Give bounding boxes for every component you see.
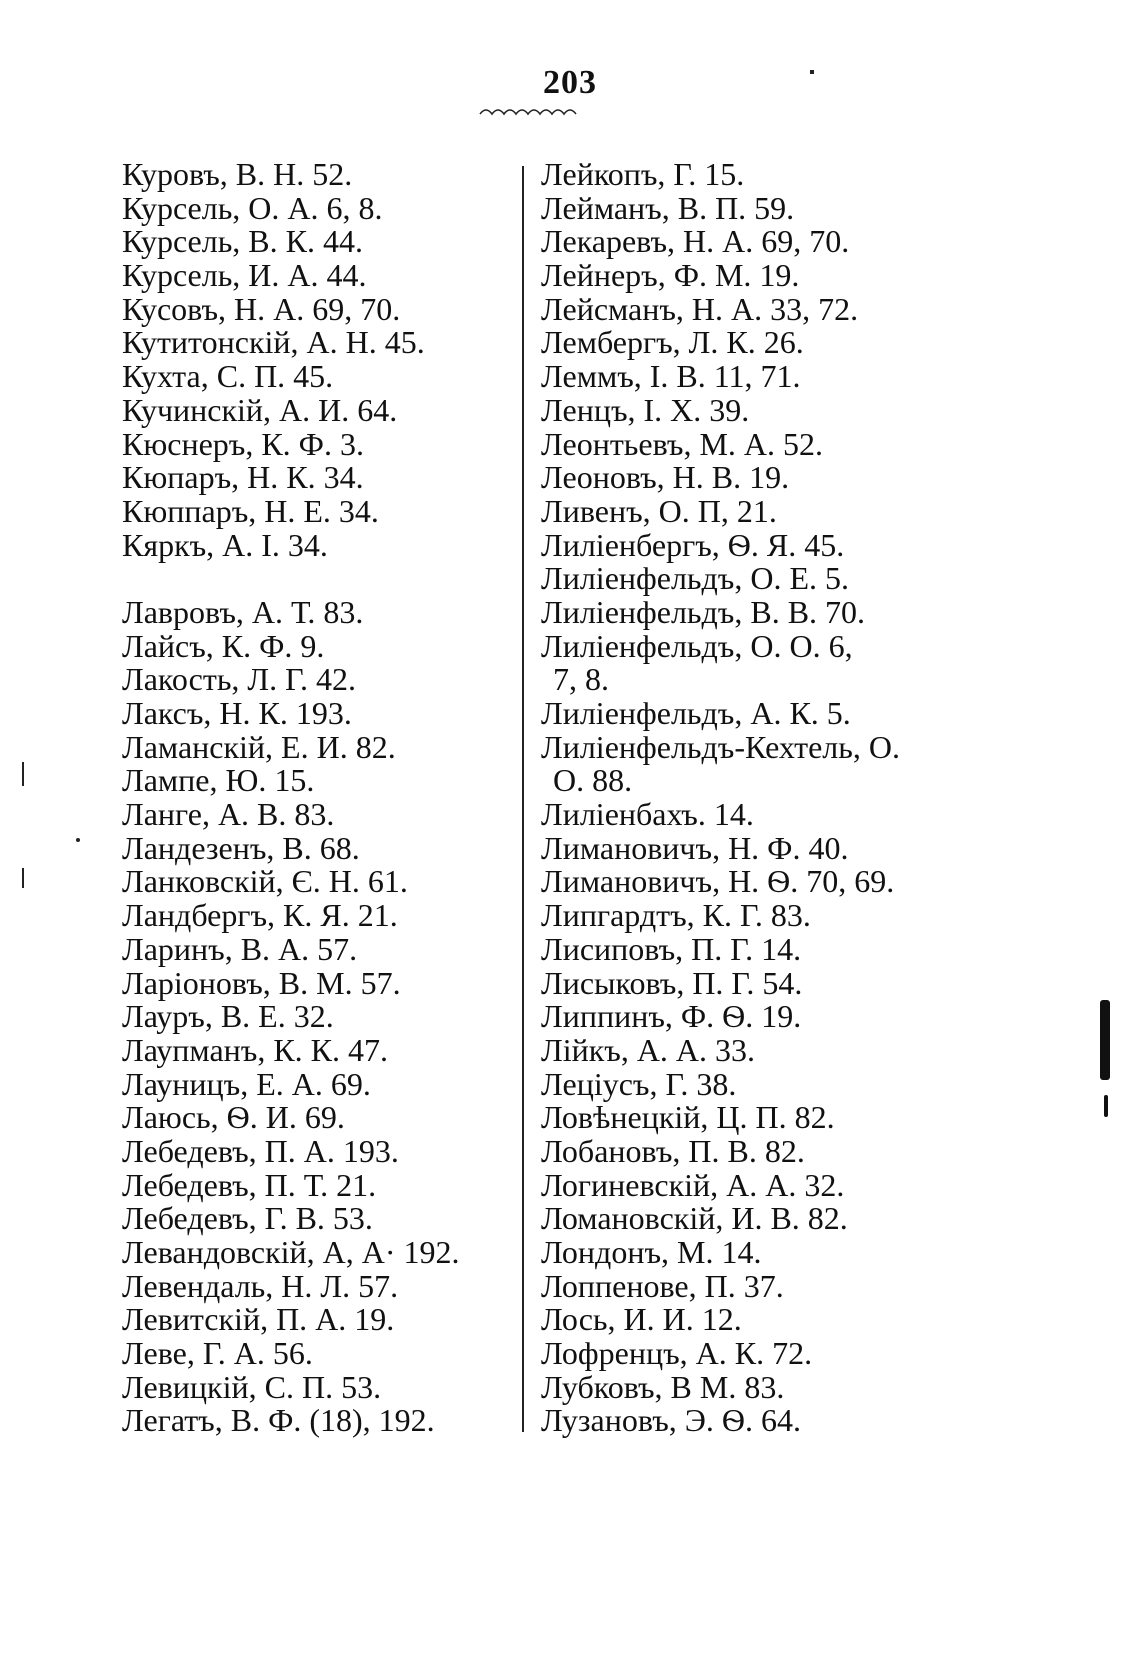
index-entry: Липгардтъ, К. Г. 83. xyxy=(541,897,811,934)
index-entry: Лауръ, В. Е. 32. xyxy=(122,998,334,1035)
index-entry: Лисыковъ, П. Г. 54. xyxy=(541,964,803,1001)
index-entry: Курсель, В. К. 44. xyxy=(122,223,363,260)
index-entry: Лайсъ, К. Ф. 9. xyxy=(122,627,325,664)
print-speck xyxy=(22,762,24,786)
index-entry: Курсель, О. А. 6, 8. xyxy=(122,189,383,226)
index-entry: 7, 8. xyxy=(553,661,609,698)
index-entry: Кюппаръ, Н. Е. 34. xyxy=(122,492,379,529)
index-entry: Левитскій, П. А. 19. xyxy=(122,1301,395,1338)
index-entry: Ливенъ, О. П, 21. xyxy=(541,492,777,529)
index-entry: Ларинъ, В. А. 57. xyxy=(122,930,358,967)
index-entry: Ларіоновъ, В. М. 57. xyxy=(122,964,401,1001)
index-entry: Кюпаръ, Н. К. 34. xyxy=(122,459,364,496)
index-entry: Лакость, Л. Г. 42. xyxy=(122,661,356,698)
index-entry: Леонтьевъ, М. А. 52. xyxy=(541,425,824,462)
index-entry: Лампе, Ю. 15. xyxy=(122,762,315,799)
index-entry: Лейманъ, В. П. 59. xyxy=(541,189,795,226)
index-entry: Лавровъ, А. Т. 83. xyxy=(122,593,364,630)
index-entry: Ломановскій, И. В. 82. xyxy=(541,1200,848,1237)
index-entry: Лебедевъ, Г. В. 53. xyxy=(122,1200,373,1237)
left-column xyxy=(122,158,522,1438)
section-gap xyxy=(122,562,522,596)
index-entry: Левендаль, Н. Л. 57. xyxy=(122,1267,399,1304)
index-entry: Лимановичъ, Н. Ф. 40. xyxy=(541,829,849,866)
index-entry: Лейсманъ, Н. А. 33, 72. xyxy=(541,290,859,327)
index-entry: Леммъ, І. В. 11, 71. xyxy=(541,358,801,395)
print-speck xyxy=(76,838,80,842)
index-entry: Лекаревъ, Н. А. 69, 70. xyxy=(541,223,850,260)
index-entry: Кюснеръ, К. Ф. 3. xyxy=(122,425,364,462)
index-entry: Лофренцъ, А. К. 72. xyxy=(541,1335,813,1372)
index-entry: Лаюсь, Ѳ. И. 69. xyxy=(122,1099,345,1136)
index-entry: Лаксъ, Н. К. 193. xyxy=(122,695,352,731)
index-entry: Лейкопъ, Г. 15. xyxy=(541,156,745,192)
index-entry: Лембергъ, Л. К. 26. xyxy=(541,324,804,361)
edge-mark xyxy=(1104,1095,1108,1117)
index-entry: Лиліенфельдъ, О. Е. 5. xyxy=(541,560,849,597)
index-entry: Кухта, С. П. 45. xyxy=(122,358,334,395)
index-entry: Лиліенбергъ, Ѳ. Я. 45. xyxy=(541,526,845,563)
index-entry: Лійкъ, А. А. 33. xyxy=(541,1031,756,1068)
index-entry: О. 88. xyxy=(553,762,633,799)
index-entry: Лубковъ, В М. 83. xyxy=(541,1368,785,1405)
index-entry: Кутитонскій, А. Н. 45. xyxy=(122,324,425,361)
index-entry: Леоновъ, Н. В. 19. xyxy=(541,459,790,496)
index-entry: Ловѣнецкій, Ц. П. 82. xyxy=(541,1099,835,1136)
index-entry: Лимановичъ, Н. Ѳ. 70, 69. xyxy=(541,863,895,900)
print-speck xyxy=(22,868,24,888)
index-entry: Леве, Г. А. 56. xyxy=(122,1335,313,1372)
index-entry: Леціусъ, Г. 38. xyxy=(541,1065,737,1102)
index-entry: Лось, И. И. 12. xyxy=(541,1301,742,1338)
index-entry: Лиліенфельдъ-Кехтель, О. xyxy=(541,728,900,765)
index-entry: Ландезенъ, В. 68. xyxy=(122,829,360,866)
index-entry: Лиліенфельдъ, О. О. 6, xyxy=(541,627,853,664)
index-entry: Липпинъ, Ф. Ѳ. 19. xyxy=(541,998,802,1035)
index-entry: Ландбергъ, К. Я. 21. xyxy=(122,897,398,934)
column-divider xyxy=(522,166,524,1432)
index-entry: Лисиповъ, П. Г. 14. xyxy=(541,930,802,967)
ornament-icon xyxy=(478,104,578,118)
index-entry: Лондонъ, М. 14. xyxy=(541,1234,762,1270)
right-column xyxy=(541,158,941,1438)
index-entry: Лейнеръ, Ф. М. 19. xyxy=(541,257,800,294)
index-entry: Лебедевъ, П. Т. 21. xyxy=(122,1166,377,1203)
index-entry: Куровъ, В. Н. 52. xyxy=(122,156,353,192)
index-entry: Левандовскій, А, А· 192. xyxy=(122,1234,460,1270)
edge-mark xyxy=(1100,1000,1110,1080)
index-entry: Лебедевъ, П. А. 193. xyxy=(122,1132,399,1169)
index-entry: Ленцъ, І. Х. 39. xyxy=(541,391,750,428)
index-entry: Лиліенфельдъ, В. В. 70. xyxy=(541,593,866,630)
index-entry: Ламанскій, Е. И. 82. xyxy=(122,728,396,765)
index-entry: Лобановъ, П. В. 82. xyxy=(541,1132,805,1169)
index-entry: Кучинскій, А. И. 64. xyxy=(122,391,398,428)
index-entry: Лауницъ, Е. А. 69. xyxy=(122,1065,371,1102)
index-entry: Легатъ, В. Ф. (18), 192. xyxy=(122,1402,435,1439)
index-entry: Лузановъ, Э. Ѳ. 64. xyxy=(541,1402,801,1439)
index-entry: Кяркъ, А. І. 34. xyxy=(122,526,328,563)
index-entry: Левицкій, С. П. 53. xyxy=(122,1368,382,1405)
index-entry: Лиліенбахъ. 14. xyxy=(541,796,754,833)
page-number: 203 xyxy=(543,64,597,101)
index-entry: Курсель, И. А. 44. xyxy=(122,257,367,294)
index-entry: Лиліенфельдъ, А. К. 5. xyxy=(541,695,851,731)
index-entry: Ланковскій, Є. Н. 61. xyxy=(122,863,408,900)
print-speck xyxy=(810,70,814,74)
index-entry: Ланге, А. В. 83. xyxy=(122,796,335,833)
index-entry: Логиневскій, А. А. 32. xyxy=(541,1166,845,1203)
index-entry: Лаупманъ, К. К. 47. xyxy=(122,1031,388,1068)
index-entry: Лоппенове, П. 37. xyxy=(541,1267,784,1304)
index-entry: Кусовъ, Н. А. 69, 70. xyxy=(122,290,401,327)
